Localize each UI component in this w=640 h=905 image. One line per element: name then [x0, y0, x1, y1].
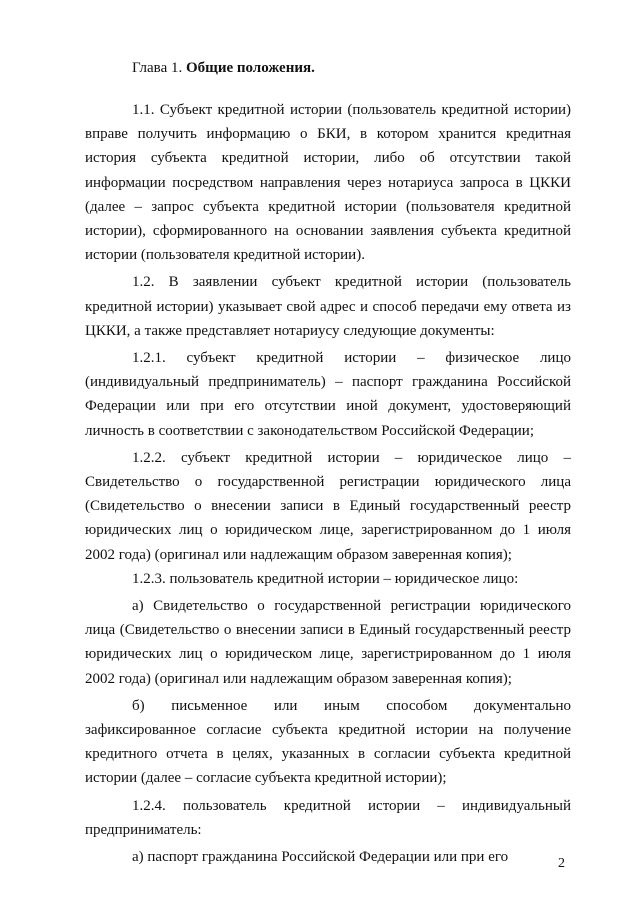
- paragraph-1-2-2: 1.2.2. субъект кредитной истории – юридическое лицо – Свидетельство о государственной регистрации юридического лица (Свидетельство о внесении записи в Единый государственный реестр юридических лиц о юридическом лице, зарегистрированном до 1 июля 2002 года) (оригинал или надлежащим образом заверенная копия);: [85, 449, 571, 563]
- paragraph-1-2: 1.2. В заявлении субъект кредитной истории (пользователь кредитной истории) указывает свой адрес и способ передачи ему ответа из ЦККИ, а также представляет нотариусу следующие документы:: [85, 274, 571, 339]
- document-body: [85, 98, 571, 869]
- paragraph-1-2-1: 1.2.1. субъект кредитной истории – физическое лицо (индивидуальный предприниматель) – паспорт гражданина Российской Федерации или при его отсутствии иной документ, удостоверяющий личность в соответствии с законодательством Российской Федерации;: [85, 350, 571, 439]
- paragraph-1-2-3-a: а) Свидетельство о государственной регистрации юридического лица (Свидетельство о внесении записи в Единый государственный реестр юридических лиц о юридическом лице, зарегистрированном до 1 июля 2002 года) (оригинал или надлежащим образом заверенная копия);: [85, 598, 571, 687]
- chapter-label: Глава 1.: [132, 60, 186, 76]
- paragraph-1-1: 1.1. Субъект кредитной истории (пользователь кредитной истории) вправе получить информацию о БКИ, в котором хранится кредитная история субъекта кредитной истории, либо об отсутствии такой информации посредством направления через нотариуса запроса в ЦККИ (далее – запрос субъекта кредитной истории (пользователя кредитной истории), сформированного на основании заявления субъекта кредитной истории (пользователя кредитной истории).: [85, 102, 571, 264]
- chapter-title: Общие положения.: [185, 60, 315, 76]
- paragraph-1-2-3: 1.2.3. пользователь кредитной истории – юридическое лицо:: [132, 570, 519, 587]
- chapter-heading: [132, 58, 315, 78]
- paragraph-1-2-4: 1.2.4. пользователь кредитной истории – индивидуальный предприниматель:: [85, 797, 571, 838]
- page-number: 2: [558, 856, 565, 871]
- paragraph-1-2-3-b: б) письменное или иным способом документально зафиксированное согласие субъекта кредитной истории на получение кредитного отчета в целях, указанных в согласии субъекта кредитной истории (далее – согласие субъекта кредитной истории);: [85, 697, 571, 787]
- paragraph-1-2-4-a: а) паспорт гражданина Российской Федерации или при его: [132, 849, 509, 866]
